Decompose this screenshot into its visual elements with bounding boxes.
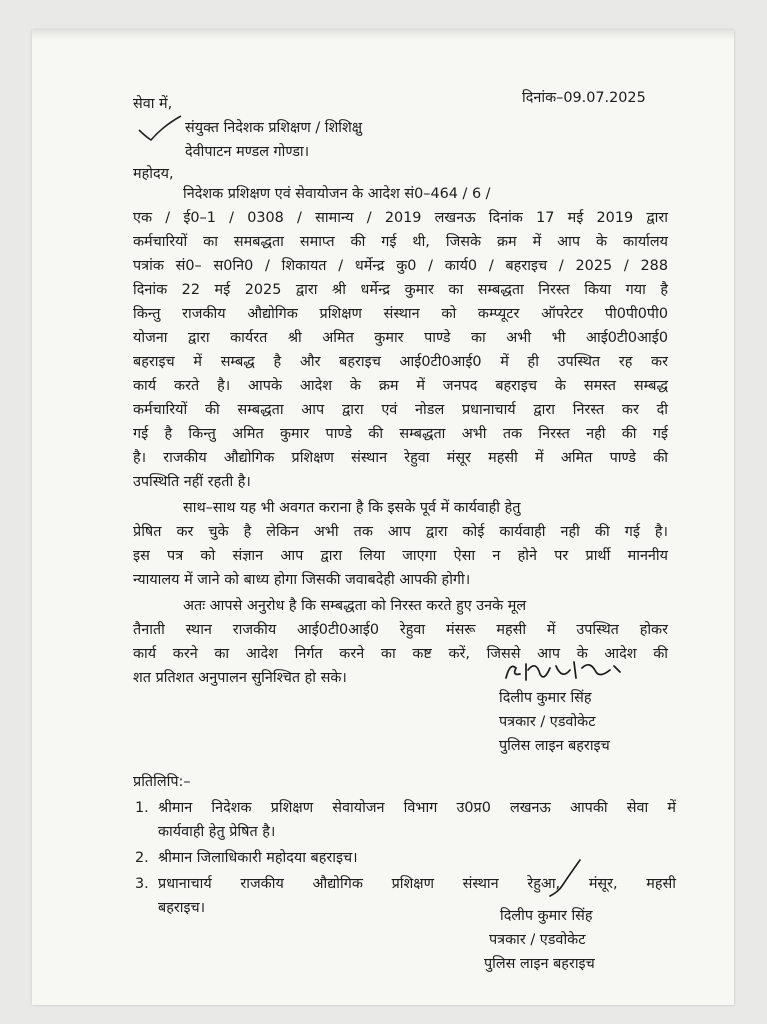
recipient-line-2: देवीपाटन मण्डल गोण्डा। <box>185 144 310 160</box>
body-line: तैनाती स्थान राजकीय आई0टी0आई0 रेहुवा मंसरू महसी में उपस्थित होकर <box>133 622 668 638</box>
salutation-to: सेवा में, <box>133 96 173 112</box>
body-line: गई है किन्तु अमित कुमार पाण्डे की सम्बद्धता अभी तक निरस्त नही की गई <box>133 426 668 442</box>
copy-heading: प्रतिलिपि:– <box>133 774 191 790</box>
copy-item-line: श्रीमान जिलाधिकारी महोदया बहराइच। <box>158 850 358 866</box>
signature-1-name: दिलीप कुमार सिंह <box>499 690 592 706</box>
copy-item-line: प्रधानाचार्य राजकीय औद्योगिक प्रशिक्षण संस्थान रेहुआ, मंसूर, महसी <box>158 876 676 892</box>
signature-2-address: पुलिस लाइन बहराइच <box>484 956 595 972</box>
body-line: उपस्थिति नहीं रहती है। <box>133 474 251 490</box>
copy-item-line: बहराइच। <box>158 900 206 916</box>
body-line: दिनांक 22 मई 2025 द्वारा श्री धर्मेन्द्र कुमार का सम्बद्धता निरस्त किया गया है <box>133 282 668 298</box>
body-line: है। राजकीय औद्योगिक प्रशिक्षण संस्थान रेहुवा मंसूर महसी में अमित पाण्डे की <box>133 450 668 466</box>
signature-2-name: दिलीप कुमार सिंह <box>500 908 593 924</box>
body-line: निदेशक प्रशिक्षण एवं सेवायोजन के आदेश सं0–464 / 6 / <box>183 186 491 202</box>
body-line: इस पत्र को संज्ञान आप द्वारा लिया जाएगा ऐसा न होने पर प्रार्थी माननीय <box>133 548 668 564</box>
signature-2-role: पत्रकार / एडवोकेट <box>489 932 586 948</box>
signature-1-role: पत्रकार / एडवोकेट <box>499 714 596 730</box>
body-line: कर्मचारियों की सम्बद्धता आप द्वारा एवं नोडल प्रधानाचार्य द्वारा निरस्त कर दी <box>133 402 668 418</box>
handwritten-signature-1 <box>500 656 630 686</box>
body-line: योजना द्वारा कार्यरत श्री अमित कुमार पाण्डे का अभी भी आई0टी0आई0 <box>133 330 668 346</box>
recipient-line-1: संयुक्त निदेशक प्रशिक्षण / शिशिक्षु <box>185 120 363 136</box>
body-line: साथ–साथ यह भी अवगत कराना है कि इसके पूर्व में कार्यवाही हेतु <box>183 500 521 516</box>
copy-item-number: 1. <box>135 800 149 816</box>
copy-item-number: 2. <box>135 850 149 866</box>
body-line: बहराइच में सम्बद्ध है और बहराइच आई0टी0आई0 में ही उपस्थित रह कर <box>133 354 668 370</box>
letter-date: दिनांक–09.07.2025 <box>522 90 646 106</box>
copy-item-line: कार्यवाही हेतु प्रेषित है। <box>158 824 276 840</box>
signature-1-address: पुलिस लाइन बहराइच <box>499 738 610 754</box>
body-line: कर्मचारियों का समबद्धता समाप्त की गई थी, जिसके क्रम में आप के कार्यालय <box>133 234 668 250</box>
tick-mark-icon <box>135 112 185 144</box>
body-line: शत प्रतिशत अनुपालन सुनिश्चित हो सके। <box>133 670 347 686</box>
body-line: किन्तु राजकीय औद्योगिक प्रशिक्षण संस्थान को कम्प्यूटर ऑपरेटर पी0पी0पी0 <box>133 306 668 322</box>
copy-item-line: श्रीमान निदेशक प्रशिक्षण सेवायोजन विभाग उ0प्र0 लखनऊ आपकी सेवा में <box>158 800 676 816</box>
body-line: न्यायालय में जाने को बाध्य होगा जिसकी जवाबदेही आपकी होगी। <box>133 572 471 588</box>
body-line: कार्य करते है। आपके आदेश के क्रम में जनपद बहराइच के समस्त सम्बद्ध <box>133 378 668 394</box>
copy-item-number: 3. <box>135 876 149 892</box>
body-line: पत्रांक सं0– स0नि0 / शिकायत / धर्मेन्द्र कु0 / कार्य0 / बहराइच / 2025 / 288 <box>133 258 668 274</box>
greeting: महोदय, <box>133 166 174 182</box>
body-line: प्रेषित कर चुके है लेकिन अभी तक आप द्वारा कोई कार्यवाही नही की गई है। <box>133 524 668 540</box>
handwritten-signature-2 <box>540 856 600 900</box>
body-line: एक / ई0–1 / 0308 / सामान्य / 2019 लखनऊ दिनांक 17 मई 2019 द्वारा <box>133 210 668 226</box>
body-line: अतः आपसे अनुरोध है कि सम्बद्धता को निरस्त करते हुए उनके मूल <box>183 598 527 614</box>
body-line: कार्य करने का आदेश निर्गत करने का कष्ट करें, जिससे आप के आदेश की <box>133 646 668 662</box>
